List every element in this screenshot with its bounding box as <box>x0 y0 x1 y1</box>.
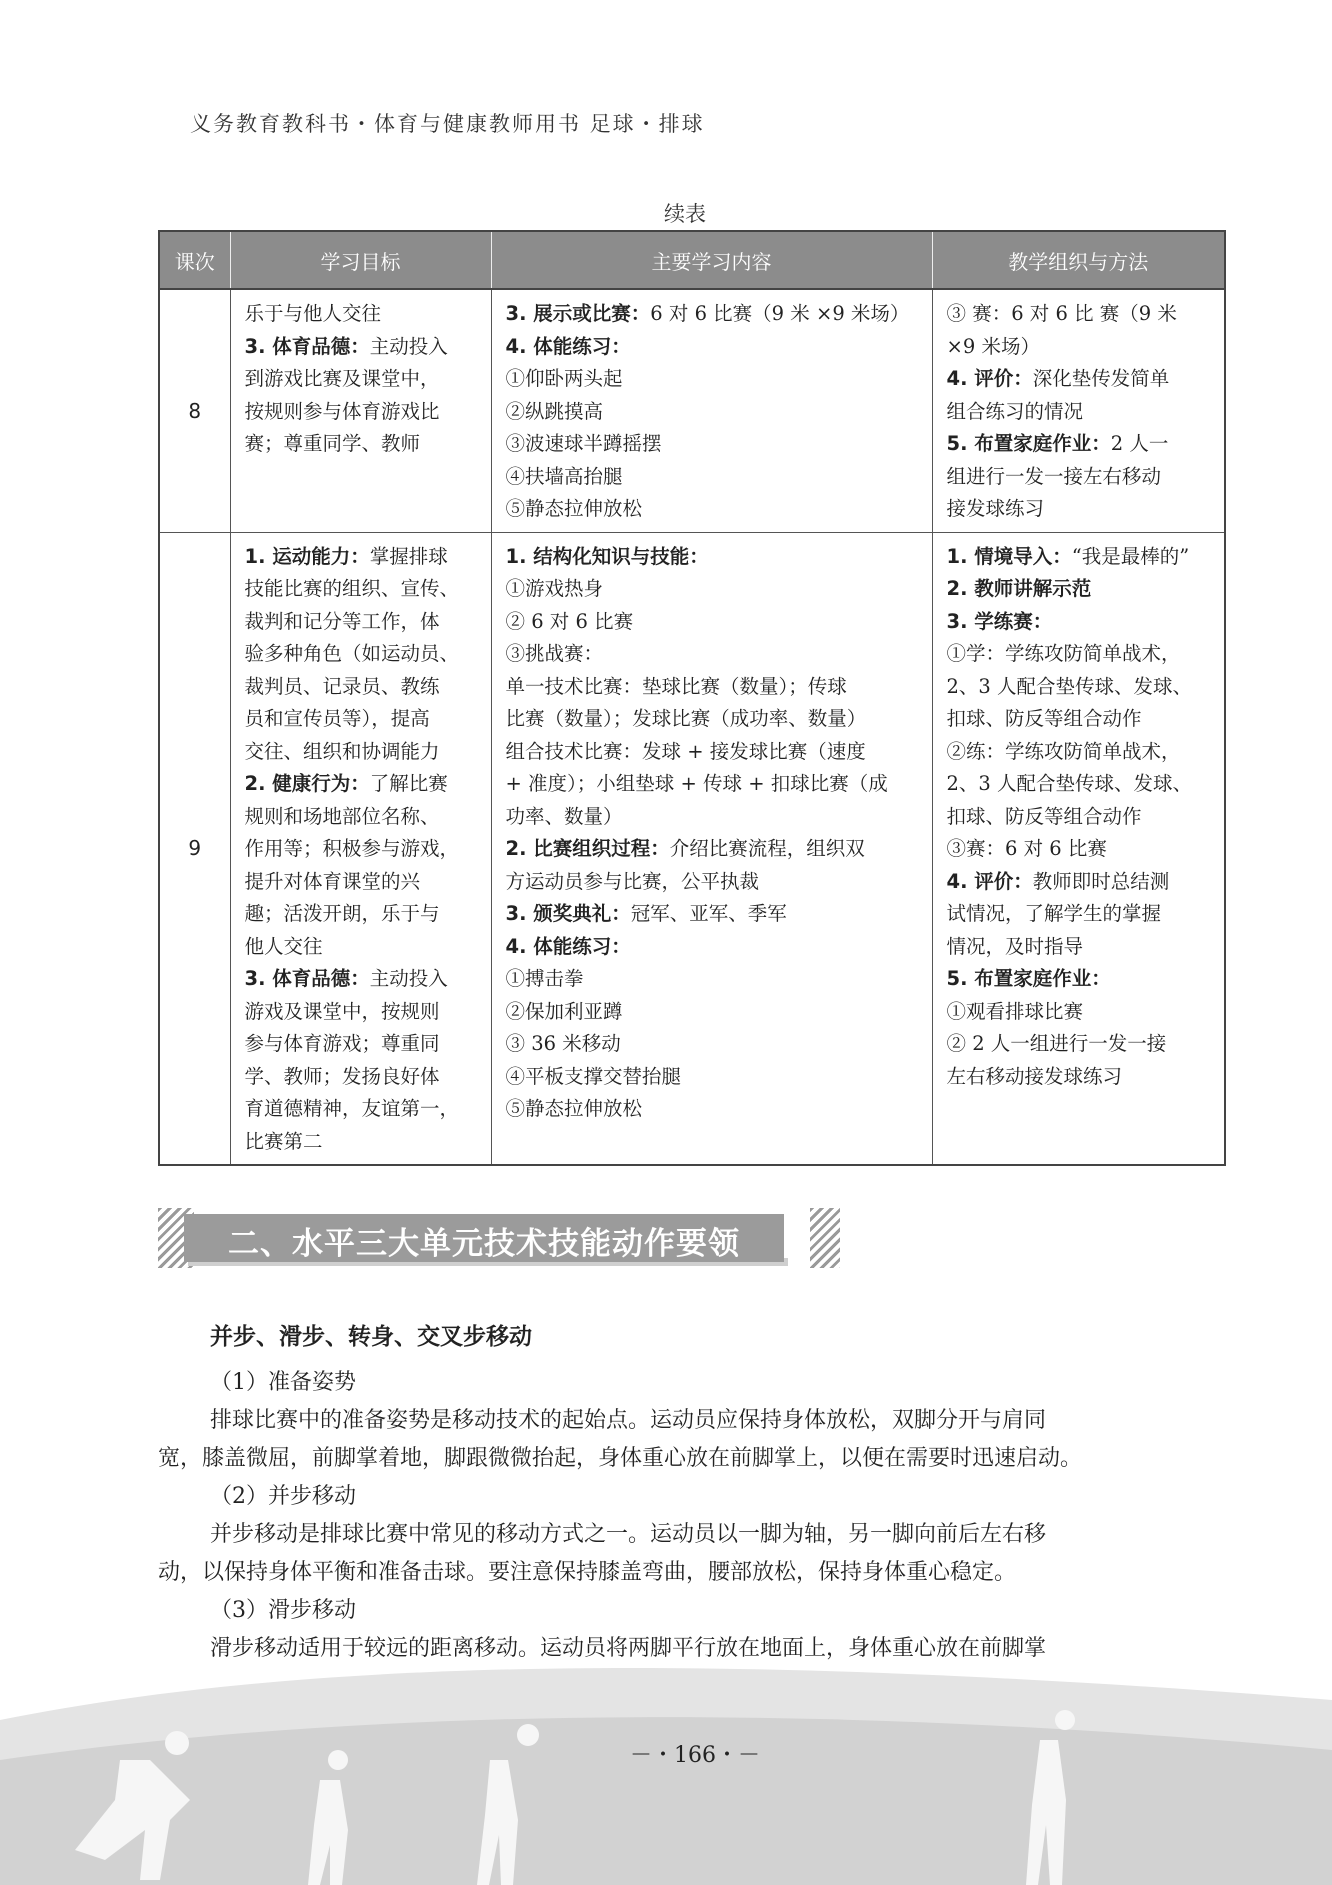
line-text: 他人交往 <box>244 934 323 958</box>
cell-line <box>947 298 1215 331</box>
line-text: 扣球、防反等组合动作 <box>946 804 1142 828</box>
line-text: 了解比赛 <box>369 772 448 795</box>
cell-line <box>245 1093 481 1126</box>
cell-line <box>947 866 1215 899</box>
content-cell <box>491 289 932 532</box>
cell-line <box>245 298 481 331</box>
line-text: ①仰卧两头起 <box>505 367 623 390</box>
bold-label: 5. 布置家庭作业： <box>946 967 1111 990</box>
line-text: 6 对 6 比赛（9 米 ×9 米场） <box>650 302 910 325</box>
line-text: 组合练习的情况 <box>946 399 1084 423</box>
line-text: ⑤静态拉伸放松 <box>505 497 643 520</box>
cell-line <box>245 736 481 769</box>
cell-line <box>947 898 1215 931</box>
cell-line <box>506 573 922 606</box>
line-text: 深化垫传发简单 <box>1032 367 1170 390</box>
line-text: 情况，及时指导 <box>946 934 1084 958</box>
line-text: 2、3 人配合垫传球、发球、 <box>946 772 1193 795</box>
cell-line <box>947 363 1215 396</box>
line-text: ①观看排球比赛 <box>946 999 1084 1023</box>
cell-line <box>947 331 1215 364</box>
bold-label: 1. 运动能力： <box>244 544 370 568</box>
cell-line <box>245 931 481 964</box>
lesson-number-cell: 9 <box>159 532 230 1165</box>
bold-label: 2. 比赛组织过程： <box>505 837 670 860</box>
cell-line <box>947 736 1215 769</box>
line-text: 提升对体育课堂的兴 <box>244 869 421 893</box>
cell-line <box>506 493 922 526</box>
cell-line <box>947 703 1215 736</box>
line-text: 比赛（数量）；发球比赛（成功率、数量） <box>505 707 867 730</box>
cell-line <box>506 1093 922 1126</box>
cell-line <box>947 461 1215 494</box>
line-text: ④扶墙高抬腿 <box>505 464 623 488</box>
line-text: “我是最棒的” <box>1071 544 1190 568</box>
line-text: 技能比赛的组织、宣传、 <box>244 577 460 600</box>
line-text: 到游戏比赛及课堂中， <box>244 367 440 390</box>
cell-line <box>947 801 1215 834</box>
paragraph-line: 滑步移动适用于较远的距离移动。运动员将两脚平行放在地面上，身体重心放在前脚掌 <box>210 1636 1047 1661</box>
cell-line <box>506 931 922 964</box>
line-text: 扣球、防反等组合动作 <box>946 707 1142 730</box>
bold-label: 2. 教师讲解示范 <box>946 577 1092 600</box>
cell-line <box>506 703 922 736</box>
line-text: 比赛第二 <box>244 1129 323 1153</box>
line-text: 2、3 人配合垫传球、发球、 <box>946 674 1193 698</box>
cell-line <box>506 801 922 834</box>
cell-line <box>245 1028 481 1061</box>
line-text: ②练：学练攻防简单战术， <box>946 739 1181 763</box>
line-text: 赛；尊重同学、教师 <box>244 432 421 455</box>
line-text: 裁判员、记录员、教练 <box>244 674 440 698</box>
line-text: ② 6 对 6 比赛 <box>505 609 634 633</box>
line-text: 试情况，了解学生的掌握 <box>946 902 1162 925</box>
line-text: ②纵跳摸高 <box>505 399 604 423</box>
line-text: 组进行一发一接左右移动 <box>946 464 1162 488</box>
cell-line <box>506 866 922 899</box>
cell-line <box>947 671 1215 704</box>
cell-line <box>245 898 481 931</box>
table-caption: 续表 <box>664 202 706 226</box>
table-row <box>159 289 1225 532</box>
line-text: ② 2 人一组进行一发一接 <box>946 1032 1167 1055</box>
line-text: 单一技术比赛：垫球比赛（数量）；传球 <box>505 674 847 698</box>
cell-line <box>245 331 481 364</box>
cell-line <box>947 541 1215 574</box>
cell-line <box>506 461 922 494</box>
method-cell <box>932 532 1225 1165</box>
cell-line <box>947 963 1215 996</box>
cell-line <box>506 1028 922 1061</box>
cell-line <box>506 996 922 1029</box>
cell-line <box>245 671 481 704</box>
book-header: 义务教育教科书・体育与健康教师用书 足球・排球 <box>190 112 705 136</box>
cell-line <box>245 1061 481 1094</box>
line-text: ×9 米场） <box>946 334 1040 358</box>
cell-line <box>245 638 481 671</box>
cell-line <box>245 363 481 396</box>
lesson-number-cell: 8 <box>159 289 230 532</box>
page-number: －・166・－ <box>630 1743 760 1768</box>
cell-line <box>506 541 922 574</box>
column-header: 学习目标 <box>230 231 491 289</box>
bold-label: 3. 颁奖典礼： <box>505 902 631 925</box>
line-text: ③波速球半蹲摇摆 <box>505 432 662 455</box>
line-text: 乐于与他人交往 <box>244 302 382 325</box>
cell-line <box>947 1028 1215 1061</box>
column-header: 教学组织与方法 <box>932 231 1225 289</box>
cell-line <box>506 736 922 769</box>
bold-label: 4. 体能练习： <box>505 934 631 958</box>
column-header: 课次 <box>159 231 230 289</box>
line-text: ①游戏热身 <box>505 577 604 600</box>
line-text: 裁判和记分等工作，体 <box>244 609 440 633</box>
bold-label: 2. 健康行为： <box>244 772 370 795</box>
line-text: ②保加利亚蹲 <box>505 999 623 1023</box>
line-text: ③ 赛：6 对 6 比 赛（9 米 <box>946 302 1177 325</box>
line-text: 主动投入 <box>369 967 448 990</box>
line-text: 功率、数量） <box>505 804 623 828</box>
cell-line <box>245 703 481 736</box>
bold-label: 3. 体育品德： <box>244 967 370 990</box>
paragraph-line: 排球比赛中的准备姿势是移动技术的起始点。运动员应保持身体放松，双脚分开与肩同 <box>210 1408 1047 1433</box>
line-text: 方运动员参与比赛，公平执裁 <box>505 869 760 893</box>
line-text: 按规则参与体育游戏比 <box>244 399 440 423</box>
column-header: 主要学习内容 <box>491 231 932 289</box>
cell-line <box>245 1126 481 1159</box>
table-row <box>159 532 1225 1165</box>
line-text: 教师即时总结测 <box>1032 869 1170 893</box>
cell-line <box>245 396 481 429</box>
cell-line <box>506 898 922 931</box>
bold-label: 4. 体能练习： <box>505 334 631 358</box>
paragraph-label: （2）并步移动 <box>210 1484 356 1509</box>
cell-line <box>245 833 481 866</box>
bold-label: 1. 情境导入： <box>946 544 1072 568</box>
line-text: ⑤静态拉伸放松 <box>505 1097 643 1120</box>
cell-line <box>506 1061 922 1094</box>
line-text: ③赛：6 对 6 比赛 <box>946 837 1107 860</box>
cell-line <box>245 541 481 574</box>
method-cell <box>932 289 1225 532</box>
bold-label: 3. 体育品德： <box>244 334 370 358</box>
cell-line <box>245 606 481 639</box>
line-text: 掌握排球 <box>369 544 448 568</box>
line-text: 趣；活泼开朗，乐于与 <box>244 902 440 925</box>
line-text: 左右移动接发球练习 <box>946 1064 1123 1088</box>
cell-line <box>947 573 1215 606</box>
cell-line <box>245 866 481 899</box>
section-banner <box>158 1208 840 1268</box>
cell-line <box>506 833 922 866</box>
cell-line <box>245 996 481 1029</box>
line-text: 主动投入 <box>369 334 448 358</box>
cell-line <box>947 931 1215 964</box>
cell-line <box>947 493 1215 526</box>
line-text: 规则和场地部位名称、 <box>244 804 440 828</box>
cell-line <box>506 428 922 461</box>
cell-line <box>245 768 481 801</box>
cell-line <box>947 1061 1215 1094</box>
line-text: 介绍比赛流程，组织双 <box>669 837 865 860</box>
line-text: 育道德精神，友谊第一， <box>244 1097 460 1120</box>
bold-label: 1. 结构化知识与技能： <box>505 544 709 568</box>
line-text: 交往、组织和协调能力 <box>244 739 440 763</box>
paragraph-label: （3）滑步移动 <box>210 1598 356 1623</box>
cell-line <box>947 638 1215 671</box>
paragraph-line: 动，以保持身体平衡和准备击球。要注意保持膝盖弯曲，腰部放松，保持身体重心稳定。 <box>158 1560 1017 1585</box>
cell-line <box>506 638 922 671</box>
section-title: 二、水平三大单元技术技能动作要领 <box>228 1226 740 1262</box>
cell-line <box>947 833 1215 866</box>
bold-label: 3. 学练赛： <box>946 609 1053 633</box>
cell-line <box>506 298 922 331</box>
line-text: ①学：学练攻防简单战术， <box>946 642 1181 665</box>
line-text: 参与体育游戏；尊重同 <box>244 1032 440 1055</box>
cell-line <box>506 363 922 396</box>
cell-line <box>947 396 1215 429</box>
line-text: 冠军、亚军、季军 <box>630 902 787 925</box>
cell-line <box>947 768 1215 801</box>
cell-line <box>506 963 922 996</box>
table-header-row <box>159 231 1225 289</box>
cell-line <box>506 768 922 801</box>
line-text: ③ 36 米移动 <box>505 1032 621 1055</box>
line-text: 员和宣传员等），提高 <box>244 707 430 730</box>
cell-line <box>245 963 481 996</box>
cell-line <box>947 428 1215 461</box>
banner-stripes <box>810 1208 840 1268</box>
line-text: 作用等；积极参与游戏， <box>244 837 460 860</box>
lesson-table <box>158 230 1226 1166</box>
bold-label: 5. 布置家庭作业： <box>946 432 1111 455</box>
paragraph-line: 宽，膝盖微屈，前脚掌着地，脚跟微微抬起，身体重心放在前脚掌上，以便在需要时迅速启动。 <box>158 1446 1083 1471</box>
line-text: ①搏击拳 <box>505 967 584 990</box>
line-text: ④平板支撑交替抬腿 <box>505 1064 682 1088</box>
cell-line <box>947 996 1215 1029</box>
bold-label: 4. 评价： <box>946 869 1033 893</box>
goals-cell <box>230 289 491 532</box>
line-text: 接发球练习 <box>946 497 1045 520</box>
cell-line <box>506 671 922 704</box>
cell-line <box>506 331 922 364</box>
bold-label: 4. 评价： <box>946 367 1033 390</box>
cell-line <box>506 606 922 639</box>
cell-line <box>245 428 481 461</box>
line-text: ③挑战赛： <box>505 642 604 665</box>
line-text: 学、教师；发扬良好体 <box>244 1064 440 1088</box>
paragraph-label: （1）准备姿势 <box>210 1370 356 1395</box>
line-text: 验多种角色（如运动员、 <box>244 642 460 665</box>
subheading: 并步、滑步、转身、交叉步移动 <box>210 1324 532 1350</box>
cell-line <box>245 801 481 834</box>
bold-label: 3. 展示或比赛： <box>505 302 651 325</box>
line-text: 游戏及课堂中，按规则 <box>244 999 440 1023</box>
cell-line <box>506 396 922 429</box>
line-text: + 准度）；小组垫球 + 传球 + 扣球比赛（成 <box>505 772 888 795</box>
paragraph-line: 并步移动是排球比赛中常见的移动方式之一。运动员以一脚为轴，另一脚向前后左右移 <box>210 1522 1047 1547</box>
goals-cell <box>230 532 491 1165</box>
content-cell <box>491 532 932 1165</box>
cell-line <box>245 573 481 606</box>
line-text: 组合技术比赛：发球 + 接发球比赛（速度 <box>505 739 866 763</box>
cell-line <box>947 606 1215 639</box>
line-text: 2 人一 <box>1110 432 1169 455</box>
